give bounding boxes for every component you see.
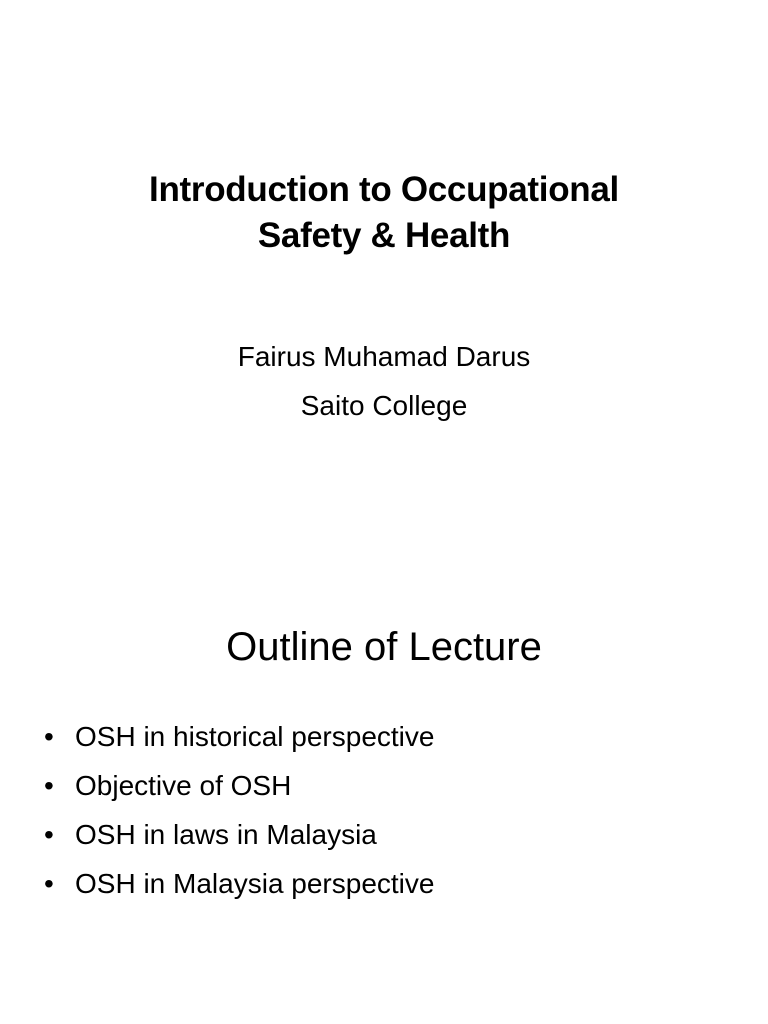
list-item — [44, 712, 434, 761]
outline-heading: Outline of Lecture — [226, 625, 542, 669]
bullet-icon: • — [44, 868, 54, 899]
list-item-label: OSH in historical perspective — [75, 721, 435, 752]
bullet-icon: • — [44, 721, 54, 752]
title-line-2: Safety & Health — [257, 216, 511, 255]
bullet-icon: • — [44, 819, 54, 850]
outline-list — [44, 712, 434, 908]
list-item — [44, 810, 434, 859]
bullet-icon: • — [44, 770, 54, 801]
list-item-label: OSH in Malaysia perspective — [75, 868, 435, 899]
author-name: Fairus Muhamad Darus — [237, 341, 531, 372]
list-item-label: OSH in laws in Malaysia — [75, 819, 377, 850]
list-item — [44, 761, 434, 810]
list-item — [44, 859, 434, 908]
outline-slide — [0, 512, 768, 1024]
slide-subtitle — [0, 332, 768, 430]
slide-title — [0, 167, 768, 259]
institution-name: Saito College — [300, 390, 468, 421]
title-line-1: Introduction to Occupational — [149, 170, 619, 209]
list-item-label: Objective of OSH — [75, 770, 292, 801]
